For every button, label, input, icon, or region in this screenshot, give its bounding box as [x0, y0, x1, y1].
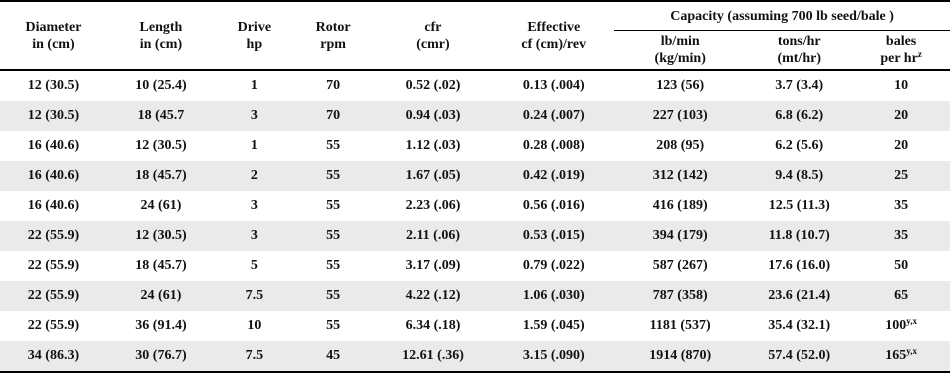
cell-rotor — [294, 131, 373, 161]
cell-bales — [852, 161, 950, 191]
cell-drive-value: 10 — [247, 318, 262, 333]
header-diameter-unit: in (cm) — [32, 36, 75, 52]
cell-bales — [852, 131, 950, 161]
header-effective-unit: cf (cm)/rev — [521, 36, 587, 52]
cell-length — [107, 251, 215, 281]
header-length-unit: in (cm) — [139, 36, 183, 52]
cell-cfr — [373, 70, 494, 101]
cell-length-value: 30 (76.7) — [135, 348, 187, 363]
cell-cfr-value: 0.52 (.02) — [405, 78, 461, 93]
cell-lbmin-value: 416 (189) — [652, 198, 708, 213]
cell-cfr — [373, 161, 494, 191]
cell-drive — [215, 311, 294, 341]
header-drive — [215, 1, 294, 70]
cell-rotor — [294, 101, 373, 131]
table-row — [0, 281, 950, 311]
cell-diameter — [0, 70, 107, 101]
cell-rotor-value: 45 — [326, 348, 341, 363]
cell-tonshr — [746, 101, 852, 131]
cell-drive — [215, 281, 294, 311]
cell-drive-value: 3 — [250, 198, 258, 213]
cell-lbmin — [614, 221, 746, 251]
cell-drive-value: 5 — [250, 258, 258, 273]
cell-diameter — [0, 161, 107, 191]
cell-rotor-value: 70 — [326, 78, 341, 93]
cell-effective — [493, 221, 614, 251]
header-lb-min-label: lb/min — [660, 34, 700, 49]
cell-drive-value: 1 — [250, 78, 258, 93]
cell-effective-value: 0.53 (.015) — [522, 228, 585, 243]
cell-tonshr-value: 17.6 (16.0) — [768, 258, 831, 273]
cell-tonshr — [746, 221, 852, 251]
header-drive-label: Drive — [237, 19, 272, 35]
cell-length — [107, 191, 215, 221]
cell-diameter — [0, 221, 107, 251]
cell-effective — [493, 70, 614, 101]
cell-length — [107, 161, 215, 191]
cell-cfr — [373, 281, 494, 311]
cell-cfr-value: 4.22 (.12) — [405, 288, 461, 303]
cell-effective-value: 0.79 (.022) — [522, 258, 585, 273]
cell-drive-value: 1 — [250, 138, 258, 153]
cell-diameter-value: 22 (55.9) — [27, 288, 80, 303]
header-length — [107, 1, 215, 70]
cell-diameter — [0, 131, 107, 161]
cell-lbmin-value: 1914 (870) — [649, 348, 712, 363]
table-row — [0, 311, 950, 341]
cell-lbmin — [614, 131, 746, 161]
cell-drive-value: 7.5 — [245, 288, 264, 303]
cell-lbmin-value: 227 (103) — [652, 108, 708, 123]
cell-effective-value: 0.56 (.016) — [522, 198, 585, 213]
header-length-label: Length — [139, 19, 183, 35]
footnote-marker: y,x — [906, 346, 917, 356]
cell-lbmin — [614, 251, 746, 281]
cell-bales-value: 165 — [885, 348, 907, 363]
cell-tonshr — [746, 251, 852, 281]
cell-tonshr-value: 12.5 (11.3) — [768, 198, 830, 213]
header-diameter — [0, 1, 107, 70]
cell-tonshr — [746, 161, 852, 191]
cell-bales — [852, 251, 950, 281]
cell-diameter-value: 16 (40.6) — [27, 198, 80, 213]
cell-drive — [215, 251, 294, 281]
cell-cfr-value: 1.12 (.03) — [405, 138, 461, 153]
header-bales-label: bales — [885, 34, 917, 49]
cell-length — [107, 311, 215, 341]
cell-effective-value: 0.28 (.008) — [522, 138, 585, 153]
cell-tonshr-value: 35.4 (32.1) — [768, 318, 831, 333]
header-cfr-label: cfr — [424, 19, 442, 35]
cell-cfr-value: 3.17 (.09) — [405, 258, 461, 273]
cell-effective-value: 1.59 (.045) — [522, 318, 585, 333]
cell-bales-value: 10 — [894, 78, 909, 93]
cell-length — [107, 101, 215, 131]
cell-bales-value: 100 — [885, 318, 907, 333]
header-cfr-unit: (cmr) — [416, 36, 450, 52]
header-bales-unit: per hr — [880, 51, 918, 66]
cell-effective-value: 1.06 (.030) — [522, 288, 585, 303]
cell-tonshr — [746, 191, 852, 221]
cell-tonshr-value: 6.2 (5.6) — [775, 138, 824, 153]
cell-lbmin — [614, 101, 746, 131]
cell-length — [107, 131, 215, 161]
cell-tonshr — [746, 70, 852, 101]
header-rotor — [294, 1, 373, 70]
cell-effective — [493, 191, 614, 221]
cell-lbmin-value: 208 (95) — [656, 138, 705, 153]
cell-diameter — [0, 281, 107, 311]
cell-length-value: 18 (45.7) — [135, 258, 187, 273]
cell-cfr — [373, 311, 494, 341]
cell-length-value: 10 (25.4) — [135, 78, 187, 93]
table-row — [0, 70, 950, 101]
header-diameter-label: Diameter — [25, 19, 82, 35]
cell-bales-value: 35 — [894, 198, 909, 213]
table-row — [0, 101, 950, 131]
cell-bales-value: 65 — [894, 288, 909, 303]
cell-rotor — [294, 221, 373, 251]
cell-length — [107, 281, 215, 311]
cell-tonshr — [746, 311, 852, 341]
header-lb-min — [614, 31, 746, 71]
cell-drive-value: 3 — [250, 228, 258, 243]
cell-bales — [852, 70, 950, 101]
cell-effective — [493, 161, 614, 191]
cell-drive — [215, 131, 294, 161]
header-bales-unit-line — [856, 50, 946, 67]
cell-bales — [852, 311, 950, 341]
cell-tonshr-value: 11.8 (10.7) — [768, 228, 830, 243]
cell-bales-value: 20 — [894, 138, 909, 153]
cell-drive-value: 7.5 — [245, 348, 264, 363]
cell-rotor — [294, 311, 373, 341]
cell-length-value: 12 (30.5) — [135, 228, 187, 243]
cell-lbmin-value: 123 (56) — [656, 78, 705, 93]
header-capacity: Capacity (assuming 700 lb seed/bale ) — [614, 1, 950, 31]
header-tons-hr-label: tons/hr — [777, 34, 821, 49]
cell-length-value: 18 (45.7 — [137, 108, 185, 123]
cell-cfr-value: 1.67 (.05) — [405, 168, 461, 183]
cell-bales — [852, 221, 950, 251]
cell-lbmin — [614, 311, 746, 341]
cell-length-value: 24 (61) — [140, 198, 182, 213]
cell-tonshr-value: 6.8 (6.2) — [775, 108, 824, 123]
cell-effective — [493, 281, 614, 311]
cell-rotor-value: 55 — [326, 288, 341, 303]
cell-effective — [493, 131, 614, 161]
cell-lbmin-value: 1181 (537) — [649, 318, 711, 333]
cell-diameter — [0, 251, 107, 281]
cell-bales-value: 20 — [894, 108, 909, 123]
cell-length-value: 12 (30.5) — [135, 138, 187, 153]
header-effective-label: Effective — [527, 19, 581, 35]
cell-effective-value: 0.24 (.007) — [522, 108, 585, 123]
header-tons-hr-unit: (mt/hr) — [777, 51, 821, 66]
cell-rotor — [294, 161, 373, 191]
cell-rotor — [294, 70, 373, 101]
cell-length — [107, 221, 215, 251]
cell-rotor — [294, 251, 373, 281]
cell-bales — [852, 281, 950, 311]
cell-length — [107, 70, 215, 101]
cell-length-value: 24 (61) — [140, 288, 182, 303]
cell-diameter-value: 16 (40.6) — [27, 138, 80, 153]
table-row — [0, 221, 950, 251]
cell-effective-value: 0.13 (.004) — [522, 78, 585, 93]
table-row — [0, 161, 950, 191]
table-row — [0, 191, 950, 221]
table-row — [0, 131, 950, 161]
cell-tonshr — [746, 281, 852, 311]
cell-rotor-value: 55 — [326, 258, 341, 273]
cell-length-value: 36 (91.4) — [135, 318, 187, 333]
cell-lbmin — [614, 191, 746, 221]
table-row — [0, 251, 950, 281]
cell-lbmin — [614, 70, 746, 101]
cell-diameter — [0, 311, 107, 341]
cell-tonshr-value: 9.4 (8.5) — [775, 168, 824, 183]
cell-lbmin-value: 394 (179) — [652, 228, 708, 243]
cell-length-value: 18 (45.7) — [135, 168, 187, 183]
cell-cfr — [373, 131, 494, 161]
cell-lbmin — [614, 281, 746, 311]
cell-diameter-value: 34 (86.3) — [27, 348, 80, 363]
cell-drive-value: 2 — [250, 168, 258, 183]
cell-cfr-value: 2.11 (.06) — [405, 228, 460, 243]
header-cfr — [373, 1, 494, 70]
cell-drive — [215, 70, 294, 101]
cell-diameter — [0, 101, 107, 131]
header-rotor-unit: rpm — [320, 36, 346, 52]
cell-tonshr — [746, 131, 852, 161]
cell-rotor-value: 70 — [326, 108, 341, 123]
cell-bales-value: 25 — [894, 168, 909, 183]
footnote-marker: y,x — [906, 316, 917, 326]
cell-diameter-value: 12 (30.5) — [27, 108, 80, 123]
cell-tonshr-value: 23.6 (21.4) — [768, 288, 831, 303]
cell-diameter-value: 22 (55.9) — [27, 318, 80, 333]
cell-drive — [215, 101, 294, 131]
cell-cfr-value: 2.23 (.06) — [405, 198, 461, 213]
cell-bales-value: 50 — [894, 258, 909, 273]
cell-effective — [493, 311, 614, 341]
header-tons-hr — [746, 31, 852, 71]
cell-effective-value: 3.15 (.090) — [522, 348, 585, 363]
cell-diameter-value: 22 (55.9) — [27, 228, 80, 243]
cell-effective — [493, 101, 614, 131]
cell-drive — [215, 191, 294, 221]
cell-lbmin — [614, 161, 746, 191]
cell-rotor-value: 55 — [326, 198, 341, 213]
cell-rotor — [294, 191, 373, 221]
cell-effective — [493, 251, 614, 281]
cell-bales-value: 35 — [894, 228, 909, 243]
header-drive-unit: hp — [246, 36, 263, 52]
cell-effective-value: 0.42 (.019) — [522, 168, 585, 183]
header-bales-per-hr — [852, 31, 950, 71]
cell-diameter-value: 16 (40.6) — [27, 168, 80, 183]
cell-bales — [852, 191, 950, 221]
cell-drive — [215, 221, 294, 251]
cell-cfr — [373, 191, 494, 221]
cell-cfr-value: 6.34 (.18) — [405, 318, 461, 333]
cell-cfr-value: 12.61 (.36) — [402, 348, 464, 363]
cell-rotor-value: 55 — [326, 168, 341, 183]
cell-rotor — [294, 281, 373, 311]
cell-lbmin-value: 587 (267) — [652, 258, 708, 273]
cell-drive — [215, 161, 294, 191]
cell-rotor-value: 55 — [326, 318, 341, 333]
cell-cfr-value: 0.94 (.03) — [405, 108, 461, 123]
header-effective — [493, 1, 614, 70]
cell-lbmin-value: 787 (358) — [652, 288, 708, 303]
cell-lbmin-value: 312 (142) — [652, 168, 708, 183]
cell-diameter-value: 12 (30.5) — [27, 78, 80, 93]
header-rotor-label: Rotor — [315, 19, 351, 35]
table-body — [0, 70, 950, 372]
header-lb-min-unit: (kg/min) — [654, 51, 706, 66]
footnote-z-marker: z — [917, 49, 922, 59]
cell-cfr — [373, 221, 494, 251]
cell-drive-value: 3 — [250, 108, 258, 123]
cell-tonshr-value: 57.4 (52.0) — [768, 348, 831, 363]
cell-cfr — [373, 101, 494, 131]
cell-bales — [852, 101, 950, 131]
cell-tonshr-value: 3.7 (3.4) — [775, 78, 824, 93]
cell-diameter — [0, 191, 107, 221]
cell-cfr — [373, 251, 494, 281]
cell-rotor-value: 55 — [326, 228, 341, 243]
cell-rotor-value: 55 — [326, 138, 341, 153]
cell-diameter-value: 22 (55.9) — [27, 258, 80, 273]
